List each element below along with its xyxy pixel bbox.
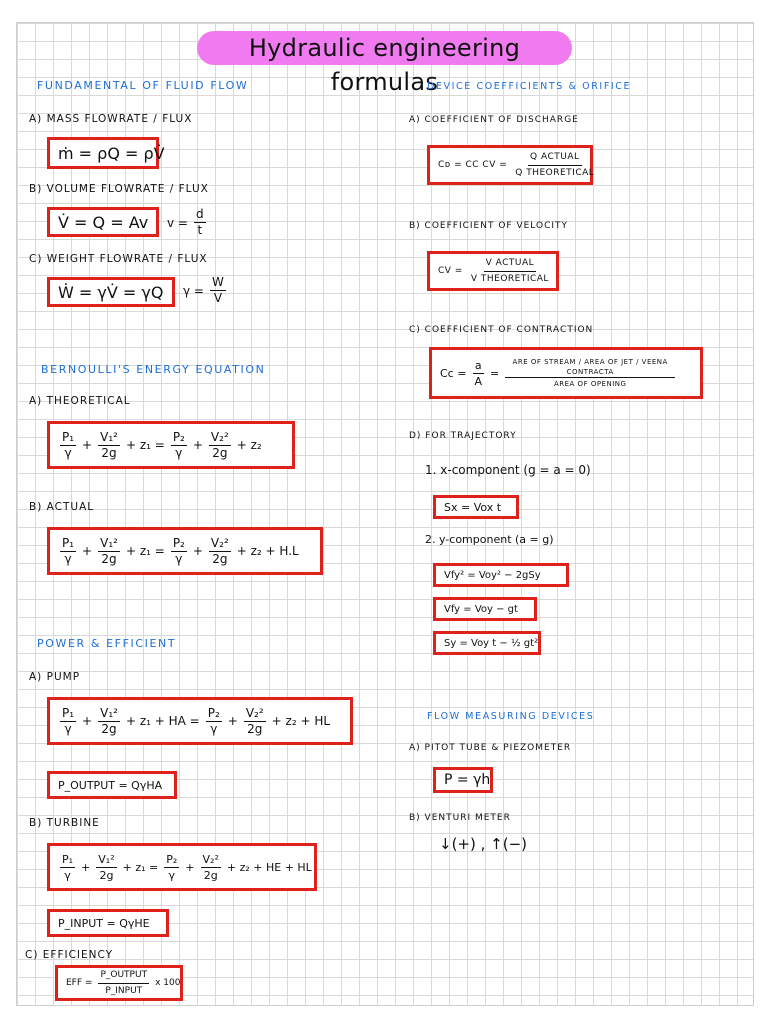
label-pump: A) PUMP: [29, 671, 81, 683]
formula-contraction: Cc = $\frac{a}{A}$ = $\frac{\text{ARE OF STREAM / AREA OF JET / VEENA CONTRACTA}}{\text{AREA OF OPENING}}$: [429, 347, 703, 399]
formula-velocity-coef: CV = $\frac{\text{V ACTUAL}}{\text{V THEORETICAL}}$: [427, 251, 559, 291]
formula-pump: $\frac{\text{P₁}}{\gamma}$ + $\frac{\text{V₁²}}{2g}$ + z₁ + HA = $\frac{\text{P₂}}{\gamma}$ + $\frac{\text{V₂²}}{2g}$ + z₂ + HL: [47, 697, 353, 745]
heading-device: DEVICE COEFFICIENTS & ORIFICE: [427, 81, 632, 92]
label-discharge: A) COEFFICIENT OF DISCHARGE: [409, 115, 579, 125]
formula-mass-flowrate: ṁ = ρQ = ρV̇: [47, 137, 159, 169]
notes-page: [16, 22, 754, 1006]
x-component-label: 1. x-component (g = a = 0): [425, 463, 591, 477]
label-contraction: C) COEFFICIENT OF CONTRACTION: [409, 325, 594, 335]
formula-turbine-input: P_INPUT = QγHE: [47, 909, 169, 937]
velocity-lhs: v =: [167, 215, 188, 230]
heading-fundamental: FUNDAMENTAL OF FLUID FLOW: [37, 79, 249, 92]
label-efficiency: C) EFFICIENCY: [25, 949, 114, 961]
formula-specific-weight: [183, 275, 228, 306]
y-component-label: 2. y-component (a = g): [425, 533, 554, 546]
label-actual: B) ACTUAL: [29, 501, 95, 513]
formula-sy: Sy = Voy t − ½ gt²: [433, 631, 541, 655]
velocity-fraction: [194, 207, 206, 238]
heading-flow-devices: FLOW MEASURING DEVICES: [427, 711, 595, 722]
label-turbine: B) TURBINE: [29, 817, 100, 829]
formula-efficiency: EFF = $\frac{\text{P\_OUTPUT}}{\text{P\_INPUT}}$ x 100: [55, 965, 183, 1001]
formula-velocity: [167, 207, 208, 238]
label-venturi: B) VENTURI METER: [409, 813, 511, 823]
specific-weight-den: V: [213, 291, 223, 305]
formula-pitot: P = γh: [433, 767, 493, 793]
heading-bernoulli: BERNOULLI'S ENERGY EQUATION: [41, 363, 266, 376]
label-mass-flowrate: A) MASS FLOWRATE / FLUX: [29, 113, 193, 125]
venturi-sign-convention: ↓(+) , ↑(−): [439, 835, 527, 853]
label-pitot: A) PITOT TUBE & PIEZOMETER: [409, 743, 572, 753]
specific-weight-num: W: [211, 275, 224, 289]
velocity-num: d: [195, 207, 204, 221]
specific-weight-lhs: γ =: [183, 283, 204, 298]
formula-turbine: $\frac{\text{P₁}}{\gamma}$ + $\frac{\text{V₁²}}{2g}$ + z₁ = $\frac{\text{P₂}}{\gamma}$ + $\frac{\text{V₂²}}{2g}$ + z₂ + HE + HL: [47, 843, 317, 891]
formula-vfy2: Vfy² = Voy² − 2gSy: [433, 563, 569, 587]
label-theoretical: A) THEORETICAL: [29, 395, 131, 407]
heading-power: POWER & EFFICIENT: [37, 637, 177, 650]
page-title: Hydraulic engineering formulas: [197, 31, 572, 65]
formula-weight-flowrate: Ẇ = γV̇ = γQ: [47, 277, 175, 307]
formula-pump-output: P_OUTPUT = QγHA: [47, 771, 177, 799]
label-weight-flowrate: C) WEIGHT FLOWRATE / FLUX: [29, 253, 208, 265]
formula-discharge: Cᴅ = CC CV = $\frac{\text{Q ACTUAL}}{\text{Q THEORETICAL}}$: [427, 145, 593, 185]
label-velocity-coef: B) COEFFICIENT OF VELOCITY: [409, 221, 569, 231]
label-trajectory: D) FOR TRAJECTORY: [409, 431, 517, 441]
formula-sx: Sx = Vox t: [433, 495, 519, 519]
velocity-den: t: [197, 223, 203, 237]
specific-weight-fraction: [210, 275, 226, 306]
formula-bernoulli-actual: $\frac{\text{P₁}}{\gamma}$ + $\frac{\text{V₁²}}{2g}$ + z₁ = $\frac{\text{P₂}}{\gamma}$ + $\frac{\text{V₂²}}{2g}$ + z₂ + H.L: [47, 527, 323, 575]
formula-vfy: Vfy = Voy − gt: [433, 597, 537, 621]
formula-volume-flowrate: V̇ = Q = Av: [47, 207, 159, 237]
formula-bernoulli-theoretical: $\frac{\text{P₁}}{\gamma}$ + $\frac{\text{V₁²}}{2g}$ + z₁ = $\frac{\text{P₂}}{\gamma}$ + $\frac{\text{V₂²}}{2g}$ + z₂: [47, 421, 295, 469]
label-volume-flowrate: B) VOLUME FLOWRATE / FLUX: [29, 183, 209, 195]
